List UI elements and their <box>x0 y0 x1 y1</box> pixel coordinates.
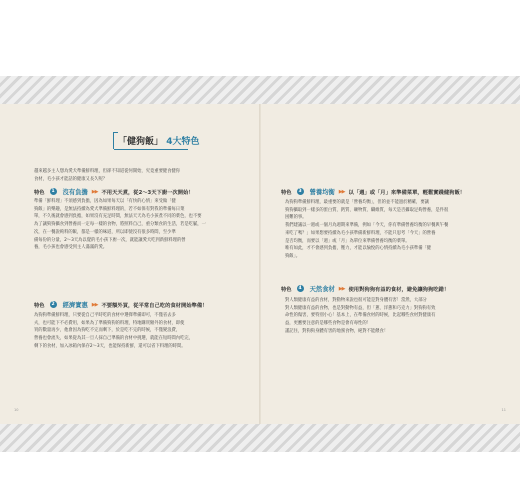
feature-tagline: 以「週」或「月」來準備菜單，輕鬆實踐健狗飯！ <box>348 189 466 196</box>
feature-name: 經濟實惠 <box>62 302 88 309</box>
feature-heading-1 <box>34 187 194 196</box>
left-page <box>0 104 259 424</box>
feature-label: 特色 <box>34 302 45 309</box>
bottom-stripe-band <box>0 424 520 452</box>
feature-body-4: 對人類健康有益的食材，對動物來說也很可能是對身體有害！當然，大部分 對人類健康有益的食物，也是對動物有益，但「蔥、洋蔥和巧克力」對狗狗有致 命性的傷害，要特別小心！基本上，在準備食材的時候，比起哪些食材對健康有 益，更應要注意的是哪些食物是會有毒性的！ 謹記住，對狗狗身體有害的地蜜食物，絕對不能餵食！ <box>285 298 436 334</box>
feature-tagline: 使用對狗狗有益的食材，避免讓狗狗吃錯！ <box>348 286 450 293</box>
feature-heading-3 <box>281 187 465 196</box>
feature-number-badge: 1 <box>51 189 55 194</box>
feature-number-badge: 3 <box>298 189 302 194</box>
double-arrow-icon: ▶▶ <box>338 188 345 195</box>
feature-heading-4 <box>281 284 449 293</box>
book-spread <box>0 104 520 424</box>
page-number-right: 11 <box>501 408 506 412</box>
feature-body-2: 為狗狗準備鮮料理，只要從自己平時吃的食材中選擇準備即可，不僅省去多 夫，也可能下不必費用，如果為了準備狗狗的料理，特地購買額外的食材，即使 買的數量再少，他會因為狗吃不完而剩下，於是吃不完的時候，不僅變浪費， 營養也會流失，如果從為其一旦人採自己準備的食材中挑選，就能在短時間內吃完， 剩下的食材，加入冰箱內保存2～3天，也能保持新鮮，還可以省下料理的時間。 <box>34 313 193 349</box>
feature-tagline: 不要額外買，從平常自己吃的食材開始準備！ <box>101 302 208 309</box>
feature-tagline: 不用天天煮，從2～3天下廚一次開始！ <box>101 189 194 196</box>
feature-name: 營養均衡 <box>309 189 335 196</box>
double-arrow-icon: ▶▶ <box>338 285 345 292</box>
top-stripe-band <box>0 76 520 104</box>
feature-number-badge: 4 <box>298 286 302 291</box>
feature-body-3: 為狗狗準備鮮料理，最重要的就是「營養均衡」，但的並不能過於精確，要讓 狗狗攝取到一樣多的蛋白質、鈣質、礦物質、纖維質，每天是否攝取足夠營養，是件很 困難的事。 我們建議以一週或一個月為週期來準備，例如「今天，你有準備營養均衡的早餐與午餐 來吃了嗎？」如果想要持續為毛小孩準備新鮮料理，不能只思考「今天」的營養 是否均衡，而要以「週」或「月」為單位來準備營養均衡的菜單。 唯有如此，才不會感到負擔，壓力，才能以愉悅的心情持續為毛小孩準備「健 狗飯」。 <box>285 200 449 259</box>
section-title <box>118 134 199 147</box>
title-text: 健狗飯 <box>127 137 155 147</box>
right-page <box>261 104 520 424</box>
feature-name: 沒有負擔 <box>62 189 88 196</box>
title-close-bracket: 」 <box>154 137 164 147</box>
title-accent-text: 4大特色 <box>166 137 200 147</box>
double-arrow-icon: ▶▶ <box>91 301 98 308</box>
feature-name: 天然食材 <box>309 286 335 293</box>
feature-heading-2 <box>34 300 207 309</box>
intro-paragraph: 越來越多主人想為愛犬準備鮮料理，但卻不知道從何開始，究竟重要健食健你 食材，毛小孩才能話的健康又長久呢？ <box>34 169 181 182</box>
feature-number-badge: 2 <box>51 302 55 307</box>
page-number-left: 10 <box>14 408 19 412</box>
feature-label: 特色 <box>34 189 45 196</box>
double-arrow-icon: ▶▶ <box>91 188 98 195</box>
title-underline <box>114 149 188 150</box>
feature-label: 特色 <box>281 189 292 196</box>
title-open-bracket: 「 <box>118 137 128 147</box>
feature-label: 特色 <box>281 286 292 293</box>
feature-body-1: 準備「鮮料理」不須感到負擔，因為如果每天以「有快的心情」來受做「健 狗飯」的樂趣，是無法持續為愛犬準備鮮料理的，若不如保有對我的準備每日菜 單，不久後就會感到負擔，如果沒有充足時間，無法天天為毛小孩煮不同的菜色，也不要 為了讓狗狗攝食到營養而一定每一樣的食物，將照料自己，重分類食的生活，若是吃膩，一 次，在一餐說夠料的飯，都是一樣的味道，所以即使沒有很多時間，至少準 備每份的分量，2～3天為以覺的毛小孩下廚一次，就能讓愛犬吃到新鮮料理的營 養，毛小孩也會感受到主人滿滿的愛。 <box>34 199 206 251</box>
